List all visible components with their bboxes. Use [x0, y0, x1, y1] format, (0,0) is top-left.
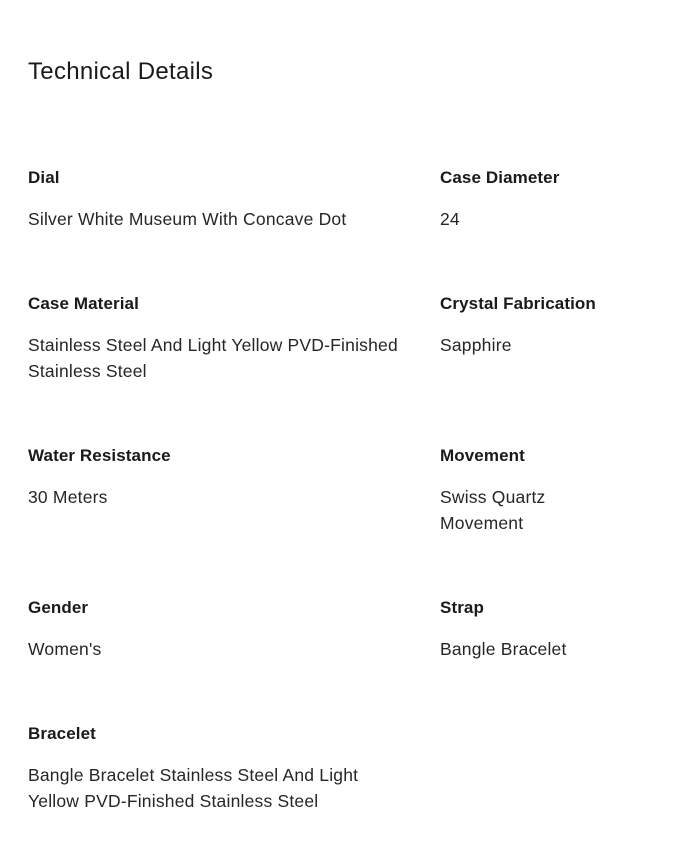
section-title: Technical Details	[28, 58, 214, 85]
detail-value: Silver White Museum With Concave Dot	[28, 209, 347, 229]
detail-item	[28, 294, 440, 384]
detail-label: Movement	[440, 446, 525, 465]
detail-label: Gender	[28, 598, 89, 617]
detail-label: Bracelet	[28, 724, 96, 743]
details-grid	[28, 168, 652, 814]
detail-item	[440, 598, 652, 662]
detail-item	[440, 446, 652, 536]
detail-value: Women's	[28, 639, 102, 659]
detail-item	[28, 446, 440, 536]
detail-value: Swiss Quartz Movement	[440, 487, 546, 533]
detail-item	[440, 168, 652, 232]
detail-label: Crystal Fabrication	[440, 294, 596, 313]
detail-item	[28, 724, 440, 814]
detail-value: 24	[440, 209, 460, 229]
detail-value: Sapphire	[440, 335, 512, 355]
detail-item	[28, 168, 440, 232]
detail-label: Water Resistance	[28, 446, 171, 465]
detail-label: Case Material	[28, 294, 139, 313]
detail-label: Dial	[28, 168, 60, 187]
detail-value: Stainless Steel And Light Yellow PVD-Finished Stainless Steel	[28, 335, 398, 381]
detail-item	[440, 294, 652, 384]
detail-label: Strap	[440, 598, 484, 617]
detail-value: 30 Meters	[28, 487, 108, 507]
detail-value: Bangle Bracelet Stainless Steel And Light Yellow PVD-Finished Stainless Steel	[28, 765, 359, 811]
detail-item	[28, 598, 440, 662]
detail-value: Bangle Bracelet	[440, 639, 567, 659]
detail-label: Case Diameter	[440, 168, 560, 187]
